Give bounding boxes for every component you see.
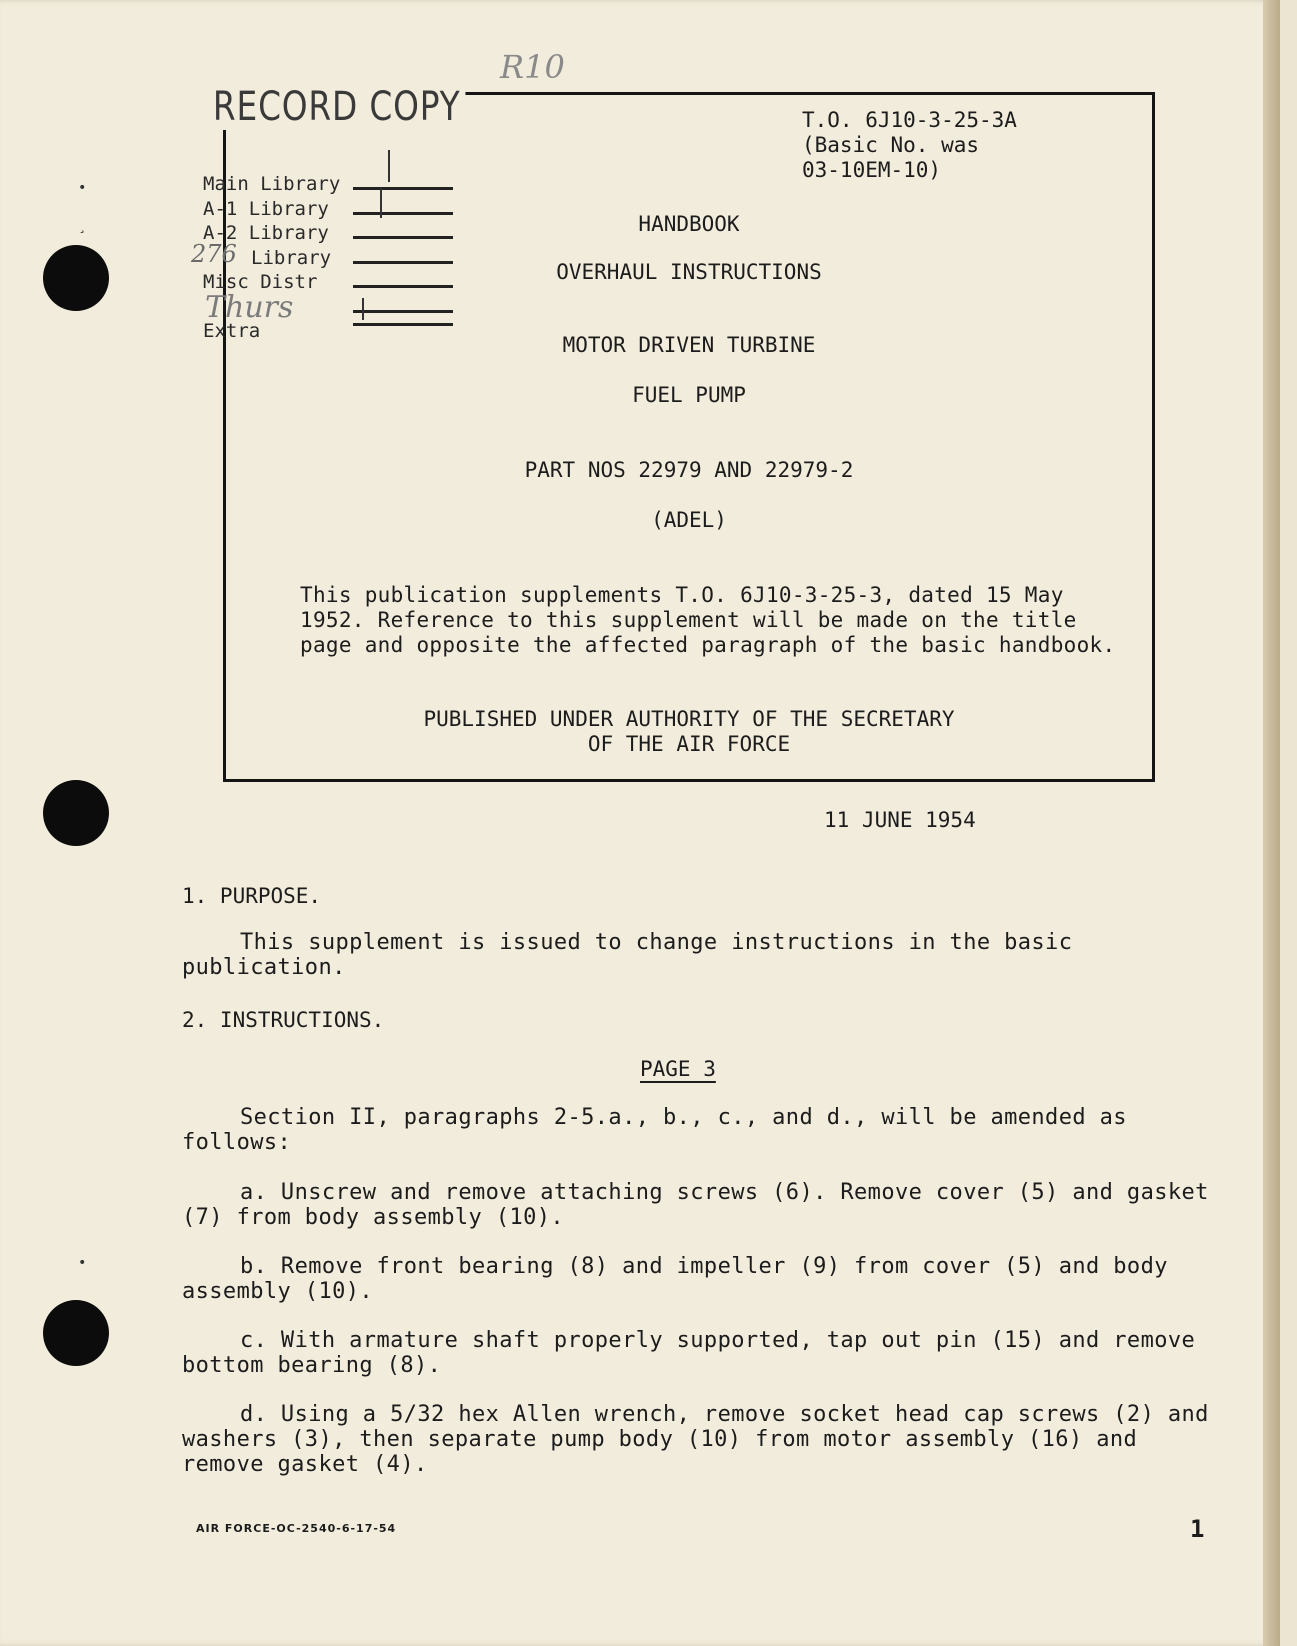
overhaul-label: OVERHAUL INSTRUCTIONS [556,260,822,284]
library-row [203,172,340,197]
fill-line [353,285,453,288]
basic-no-line1: (Basic No. was [802,133,980,157]
step-d: d. Using a 5/32 hex Allen wrench, remove socket head cap screws (2) and washers (3), then separate pump body (10) from motor assembly (16) and remove gasket (4). [182,1402,1209,1477]
supplement-notice: This publication supplements T.O. 6J10-3-25-3, dated 15 May 1952. Reference to this supplement will be made on the title page and opposite the affected paragraph of the basic handbook. [300,583,1116,657]
purpose-text: This supplement is issued to change instructions in the basic publication. [182,930,1073,980]
margin-mark: • [78,1255,87,1271]
library-label: Library [251,246,332,269]
check-mark [388,150,390,182]
record-copy-stamp: RECORD COPY [208,84,465,130]
library-label: Main Library [203,173,341,195]
handwritten-number: 276 [191,239,237,268]
to-number: T.O. 6J10-3-25-3A [802,108,1017,132]
page-number: 1 [1190,1515,1205,1543]
fill-line [353,310,453,313]
fill-line [353,236,453,239]
title-box [223,92,1155,782]
step-b: b. Remove front bearing (8) and impeller (9) from cover (5) and body assembly (10). [182,1254,1168,1304]
to-number-block [802,108,1017,183]
step-a: a. Unscrew and remove attaching screws (6). Remove cover (5) and gasket (7) from body assembly (10). [182,1180,1209,1230]
binder-hole-middle [43,780,109,846]
page-reference: PAGE 3 [640,1057,716,1081]
title-line2: FUEL PUMP [632,383,746,407]
library-label: A-1 Library [203,197,329,220]
binder-hole-bottom [43,1300,109,1366]
basic-no-line2: 03-10EM-10) [802,158,942,182]
published-authority [223,707,1155,757]
page-edge [1263,0,1280,1646]
manufacturer: (ADEL) [651,508,727,532]
publication-date: 11 JUNE 1954 [824,808,976,832]
binder-hole-top [43,245,109,311]
published-line1: PUBLISHED UNDER AUTHORITY OF THE SECRETARY [423,707,955,731]
part-numbers: PART NOS 22979 AND 22979-2 [524,458,854,482]
step-c: c. With armature shaft properly supported, tap out pin (15) and remove bottom bearing (8). [182,1328,1196,1378]
library-label: Extra [203,320,261,342]
fill-line [353,187,453,190]
handbook-label: HANDBOOK [638,212,740,236]
title-line1: MOTOR DRIVEN TURBINE [562,333,816,357]
handwritten-signature: Thurs [205,290,294,325]
purpose-heading: 1. PURPOSE. [182,884,322,908]
section-intro: Section II, paragraphs 2-5.a., b., c., and d., will be amended as follows: [182,1105,1127,1155]
margin-mark: ¸ [78,218,87,234]
fill-line [353,323,453,326]
handwritten-note: R10 [500,48,565,86]
margin-mark: • [78,180,87,196]
check-mark [362,298,364,320]
published-line2: OF THE AIR FORCE [587,732,791,756]
library-label: Misc Distr [203,271,318,293]
instructions-heading: 2. INSTRUCTIONS. [182,1008,385,1032]
library-label: A-2 Library [203,222,329,244]
print-code: AIR FORCE-OC-2540-6-17-54 [196,1522,397,1535]
